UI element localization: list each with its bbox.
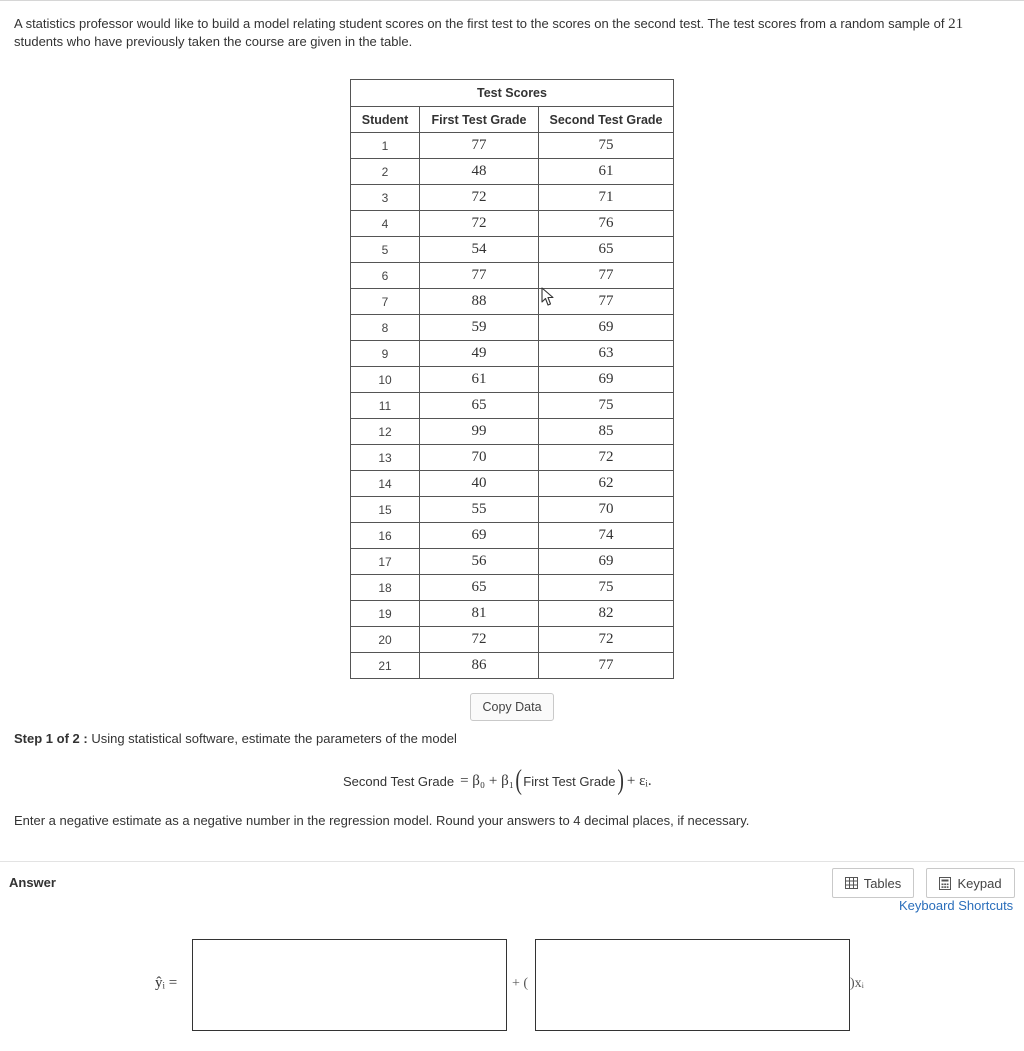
table-body <box>351 133 674 679</box>
close-paren-x-symbol: )xᵢ <box>850 976 864 991</box>
first-test-grade-cell: 49 <box>420 341 539 367</box>
second-test-grade-cell: 65 <box>539 237 674 263</box>
answer-divider <box>0 861 1024 862</box>
copy-data-button[interactable]: Copy Data <box>470 693 554 721</box>
slope-input[interactable] <box>535 939 850 1031</box>
table-row <box>351 393 674 419</box>
model-predictor: First Test Grade <box>523 773 616 789</box>
intercept-input[interactable] <box>192 939 507 1031</box>
second-test-grade-cell: 69 <box>539 549 674 575</box>
keypad-button-label: Keypad <box>957 875 1002 891</box>
student-number-cell: 15 <box>351 497 420 523</box>
second-test-grade-cell: 72 <box>539 445 674 471</box>
first-test-grade-cell: 65 <box>420 575 539 601</box>
first-test-grade-cell: 72 <box>420 185 539 211</box>
student-number-cell: 20 <box>351 627 420 653</box>
second-test-grade-cell: 85 <box>539 419 674 445</box>
table-row <box>351 523 674 549</box>
table-row <box>351 237 674 263</box>
table-row <box>351 341 674 367</box>
table-row <box>351 211 674 237</box>
model-coefficients: = β₀ + β₁ <box>460 772 514 789</box>
second-test-grade-cell: 63 <box>539 341 674 367</box>
first-test-grade-cell: 88 <box>420 289 539 315</box>
first-test-grade-cell: 40 <box>420 471 539 497</box>
student-number-cell: 9 <box>351 341 420 367</box>
first-test-grade-cell: 56 <box>420 549 539 575</box>
first-test-grade-cell: 55 <box>420 497 539 523</box>
table-row <box>351 601 674 627</box>
mouse-pointer-icon <box>541 287 555 307</box>
second-test-grade-cell: 75 <box>539 393 674 419</box>
first-test-grade-cell: 61 <box>420 367 539 393</box>
calculator-icon <box>939 877 951 890</box>
top-divider <box>0 0 1024 1</box>
table-row <box>351 185 674 211</box>
first-test-grade-cell: 59 <box>420 315 539 341</box>
second-test-grade-cell: 70 <box>539 497 674 523</box>
yhat-label: ŷᵢ = <box>155 975 178 991</box>
second-test-grade-cell: 71 <box>539 185 674 211</box>
first-test-grade-cell: 69 <box>420 523 539 549</box>
model-response: Second Test Grade <box>343 773 455 789</box>
second-test-grade-cell: 75 <box>539 133 674 159</box>
table-row <box>351 289 674 315</box>
problem-intro <box>14 15 1004 50</box>
keyboard-shortcuts-link[interactable]: Keyboard Shortcuts <box>899 898 1014 913</box>
table-row <box>351 575 674 601</box>
answer-label: Answer <box>9 875 56 890</box>
student-number-cell: 8 <box>351 315 420 341</box>
first-test-grade-cell: 81 <box>420 601 539 627</box>
student-number-cell: 13 <box>351 445 420 471</box>
student-number-cell: 12 <box>351 419 420 445</box>
student-number-cell: 6 <box>351 263 420 289</box>
table-icon <box>845 877 858 889</box>
second-test-grade-cell: 62 <box>539 471 674 497</box>
table-row <box>351 549 674 575</box>
student-number-cell: 14 <box>351 471 420 497</box>
table-row <box>351 627 674 653</box>
first-test-grade-cell: 48 <box>420 159 539 185</box>
second-test-grade-cell: 82 <box>539 601 674 627</box>
second-test-grade-cell: 69 <box>539 315 674 341</box>
student-number-cell: 3 <box>351 185 420 211</box>
second-test-grade-cell: 74 <box>539 523 674 549</box>
keypad-button[interactable] <box>926 868 1015 898</box>
model-error-term: + εᵢ. <box>626 772 652 789</box>
student-number-cell: 11 <box>351 393 420 419</box>
rounding-note: Enter a negative estimate as a negative number in the regression model. Round your answers to 4 decimal places, if necessary. <box>14 813 750 828</box>
right-paren: ) <box>616 765 624 796</box>
table-header-row <box>351 107 674 133</box>
plus-paren-symbol: + ( <box>512 976 529 991</box>
table-row <box>351 653 674 679</box>
first-test-grade-cell: 77 <box>420 133 539 159</box>
first-test-grade-cell: 65 <box>420 393 539 419</box>
second-test-grade-cell: 76 <box>539 211 674 237</box>
table-row <box>351 159 674 185</box>
step-text: Using statistical software, estimate the parameters of the model <box>91 731 457 746</box>
first-test-grade-cell: 77 <box>420 263 539 289</box>
tables-button-label: Tables <box>863 875 902 891</box>
table-row <box>351 133 674 159</box>
table-row <box>351 263 674 289</box>
regression-model-equation <box>343 766 652 796</box>
first-test-grade-cell: 70 <box>420 445 539 471</box>
tables-button[interactable] <box>832 868 914 898</box>
second-test-grade-cell: 61 <box>539 159 674 185</box>
table-row <box>351 367 674 393</box>
second-test-grade-cell: 77 <box>539 653 674 679</box>
second-test-grade-cell: 75 <box>539 575 674 601</box>
table-row <box>351 471 674 497</box>
intro-text-after: students who have previously taken the course are given in the table. <box>14 34 413 49</box>
first-test-grade-cell: 72 <box>420 211 539 237</box>
second-test-grade-cell: 72 <box>539 627 674 653</box>
step-instruction <box>14 731 457 746</box>
student-number-cell: 10 <box>351 367 420 393</box>
table-row <box>351 419 674 445</box>
student-number-cell: 5 <box>351 237 420 263</box>
second-test-grade-cell: 77 <box>539 289 674 315</box>
student-number-cell: 21 <box>351 653 420 679</box>
first-test-grade-cell: 99 <box>420 419 539 445</box>
student-number-cell: 16 <box>351 523 420 549</box>
sample-size: 21 <box>948 16 964 32</box>
header-student: Student <box>351 107 420 133</box>
student-number-cell: 17 <box>351 549 420 575</box>
second-test-grade-cell: 69 <box>539 367 674 393</box>
intro-text-before: A statistics professor would like to build a model relating student scores on the first test to the scores on the second test. The test scores from a random sample of <box>14 16 949 31</box>
table-row <box>351 497 674 523</box>
left-paren: ( <box>515 765 522 796</box>
second-test-grade-cell: 77 <box>539 263 674 289</box>
student-number-cell: 7 <box>351 289 420 315</box>
table-row <box>351 445 674 471</box>
student-number-cell: 1 <box>351 133 420 159</box>
table-caption: Test Scores <box>351 80 674 107</box>
student-number-cell: 19 <box>351 601 420 627</box>
student-number-cell: 4 <box>351 211 420 237</box>
student-number-cell: 2 <box>351 159 420 185</box>
first-test-grade-cell: 72 <box>420 627 539 653</box>
table-row <box>351 315 674 341</box>
student-number-cell: 18 <box>351 575 420 601</box>
first-test-grade-cell: 86 <box>420 653 539 679</box>
header-second-test-grade: Second Test Grade <box>539 107 674 133</box>
header-first-test-grade: First Test Grade <box>420 107 539 133</box>
test-scores-table <box>350 79 674 679</box>
step-label: Step 1 of 2 : <box>14 731 88 746</box>
first-test-grade-cell: 54 <box>420 237 539 263</box>
